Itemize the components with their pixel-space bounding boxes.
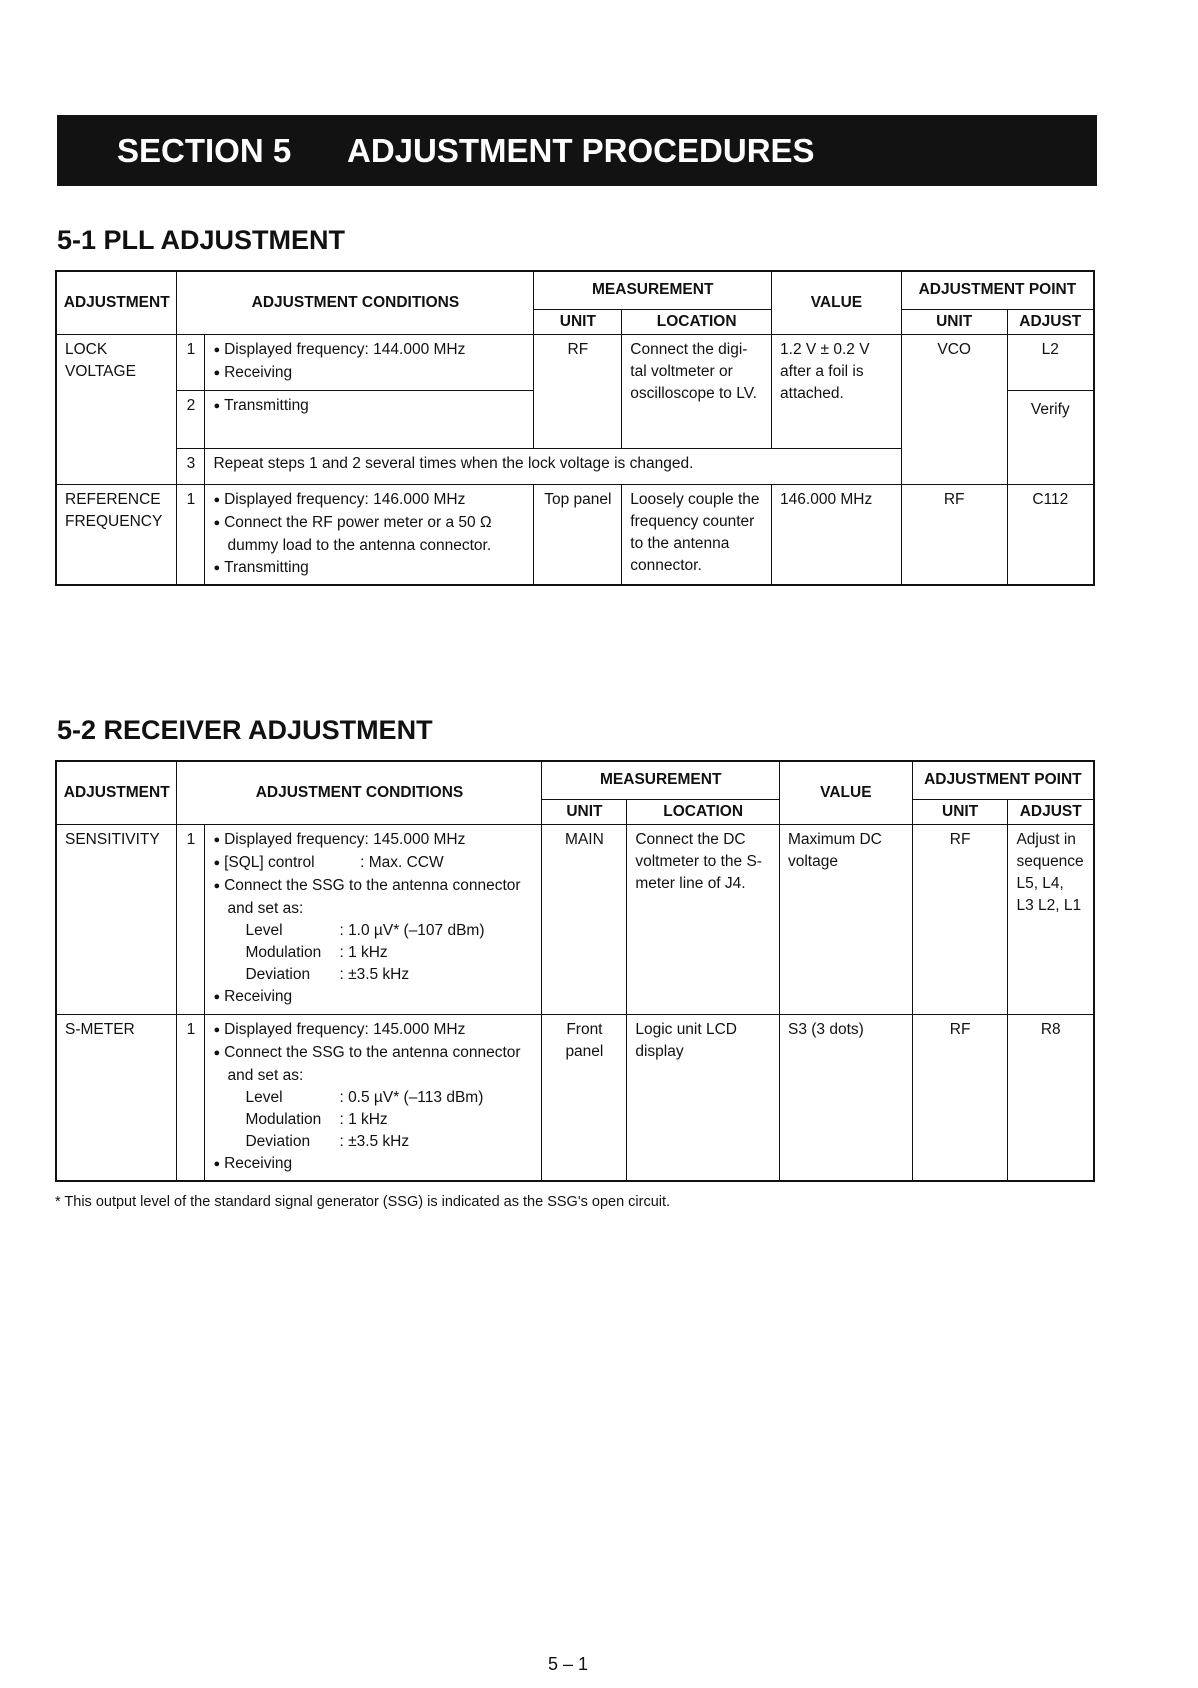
header-conditions: ADJUSTMENT CONDITIONS — [177, 761, 542, 824]
modulation-label: Modulation — [245, 1110, 322, 1128]
header-conditions: ADJUSTMENT CONDITIONS — [177, 271, 534, 334]
modulation-setting — [213, 942, 533, 964]
header-location: LOCATION — [627, 799, 780, 824]
step-number: 1 — [177, 484, 205, 585]
header-value: VALUE — [779, 761, 912, 824]
condition-item: ● Displayed frequency: 146.000 MHz — [213, 489, 525, 512]
section-number: SECTION 5 — [117, 132, 292, 169]
adj-unit: RF — [901, 484, 1007, 585]
condition-item — [213, 852, 533, 875]
adjust-point: Adjust in sequence L5, L4, L3 L2, L1 — [1008, 824, 1094, 1014]
pll-table — [55, 270, 1095, 586]
header-adjust: ADJUST — [1007, 309, 1094, 334]
measurement-location: Loosely couple the frequency counter to the antenna connector. — [622, 484, 772, 585]
step-conditions — [205, 334, 534, 390]
header-adj-point: ADJUSTMENT POINT — [912, 761, 1094, 799]
level-setting — [213, 1087, 533, 1109]
step-number: 1 — [177, 334, 205, 390]
level-value: : 0.5 µV* (–113 dBm) — [339, 1088, 484, 1106]
sql-label: [SQL] control — [224, 853, 315, 871]
condition-item: ● Connect the SSG to the antenna connector — [213, 875, 533, 898]
measurement-location: Connect the digi-tal voltmeter or oscilloscope to LV. — [622, 334, 772, 448]
header-adjust: ADJUST — [1008, 799, 1094, 824]
header-adjustment: ADJUSTMENT — [56, 761, 177, 824]
step-number: 1 — [177, 1014, 205, 1181]
section-banner — [57, 115, 1097, 186]
condition-item: ● Receiving — [213, 362, 525, 385]
header-location: LOCATION — [622, 309, 772, 334]
receiver-heading: 5-2 RECEIVER ADJUSTMENT — [57, 715, 433, 745]
header-measurement: MEASUREMENT — [534, 271, 772, 309]
s-meter-name: S-METER — [56, 1014, 177, 1181]
condition-item: ● Transmitting — [213, 557, 525, 580]
adjust-point: L2 — [1007, 334, 1094, 390]
level-setting — [213, 920, 533, 942]
value-cell: 146.000 MHz — [772, 484, 902, 585]
step-conditions — [205, 484, 534, 585]
measurement-location: Logic unit LCD display — [627, 1014, 780, 1181]
measurement-unit: Front panel — [542, 1014, 627, 1181]
modulation-value: : 1 kHz — [339, 943, 388, 961]
adjust-point: C112 — [1007, 484, 1094, 585]
header-unit: UNIT — [542, 799, 627, 824]
condition-item: ● Displayed frequency: 144.000 MHz — [213, 339, 525, 362]
ssg-footnote: * This output level of the standard signal generator (SSG) is indicated as the SSG's open circuit. — [55, 1194, 671, 1210]
sensitivity-name: SENSITIVITY — [56, 824, 177, 1014]
deviation-label: Deviation — [245, 965, 311, 983]
modulation-value: : 1 kHz — [339, 1110, 388, 1128]
header-measurement: MEASUREMENT — [542, 761, 780, 799]
adj-unit: VCO — [901, 334, 1007, 484]
reference-frequency-name: REFERENCE FREQUENCY — [56, 484, 177, 585]
step-number: 2 — [177, 390, 205, 448]
adjust-point: Verify — [1007, 390, 1094, 484]
condition-item: ● Transmitting — [213, 395, 525, 418]
header-adj-unit: UNIT — [901, 309, 1007, 334]
condition-item: ● Displayed frequency: 145.000 MHz — [213, 829, 533, 852]
measurement-unit: RF — [534, 334, 622, 448]
condition-item: ● Connect the SSG to the antenna connector — [213, 1042, 533, 1065]
deviation-label: Deviation — [245, 1132, 311, 1150]
modulation-setting — [213, 1109, 533, 1131]
header-value: VALUE — [772, 271, 902, 334]
level-value: : 1.0 µV* (–107 dBm) — [339, 921, 485, 939]
condition-item: ● Receiving — [213, 1153, 533, 1176]
pll-heading: 5-1 PLL ADJUSTMENT — [57, 225, 346, 255]
deviation-value: : ±3.5 kHz — [339, 1132, 410, 1150]
deviation-setting — [213, 964, 533, 986]
sql-value: : Max. CCW — [360, 853, 444, 871]
level-label: Level — [245, 1088, 283, 1106]
condition-item: ● Displayed frequency: 145.000 MHz — [213, 1019, 533, 1042]
header-adj-point: ADJUSTMENT POINT — [901, 271, 1094, 309]
step-conditions — [205, 390, 534, 448]
measurement-location: Connect the DC voltmeter to the S-meter line of J4. — [627, 824, 780, 1014]
condition-continuation: and set as: — [227, 1066, 304, 1084]
step-note: Repeat steps 1 and 2 several times when the lock voltage is changed. — [205, 448, 901, 484]
header-unit: UNIT — [534, 309, 622, 334]
measurement-unit: MAIN — [542, 824, 627, 1014]
deviation-value: : ±3.5 kHz — [339, 965, 410, 983]
value-cell: S3 (3 dots) — [779, 1014, 912, 1181]
adj-unit: RF — [912, 1014, 1008, 1181]
step-number: 1 — [177, 824, 205, 1014]
header-adj-unit: UNIT — [912, 799, 1008, 824]
modulation-label: Modulation — [245, 943, 322, 961]
adj-unit: RF — [912, 824, 1008, 1014]
page-number: 5 – 1 — [548, 1654, 589, 1674]
measurement-unit: Top panel — [534, 484, 622, 585]
adjust-point: R8 — [1008, 1014, 1094, 1181]
step-number: 3 — [177, 448, 205, 484]
condition-continuation: and set as: — [227, 899, 304, 917]
lock-voltage-name: LOCK VOLTAGE — [56, 334, 177, 484]
receiver-table — [55, 760, 1095, 1182]
step-conditions — [205, 1014, 542, 1181]
section-title: ADJUSTMENT PROCEDURES — [347, 132, 815, 169]
condition-item: ● Receiving — [213, 986, 533, 1009]
header-adjustment: ADJUSTMENT — [56, 271, 177, 334]
step-conditions — [205, 824, 542, 1014]
deviation-setting — [213, 1131, 533, 1153]
value-cell: 1.2 V ± 0.2 V after a foil is attached. — [772, 334, 902, 448]
level-label: Level — [245, 921, 283, 939]
condition-item: ● Connect the RF power meter or a 50 Ω dummy load to the antenna connector. — [213, 512, 525, 557]
value-cell: Maximum DC voltage — [779, 824, 912, 1014]
